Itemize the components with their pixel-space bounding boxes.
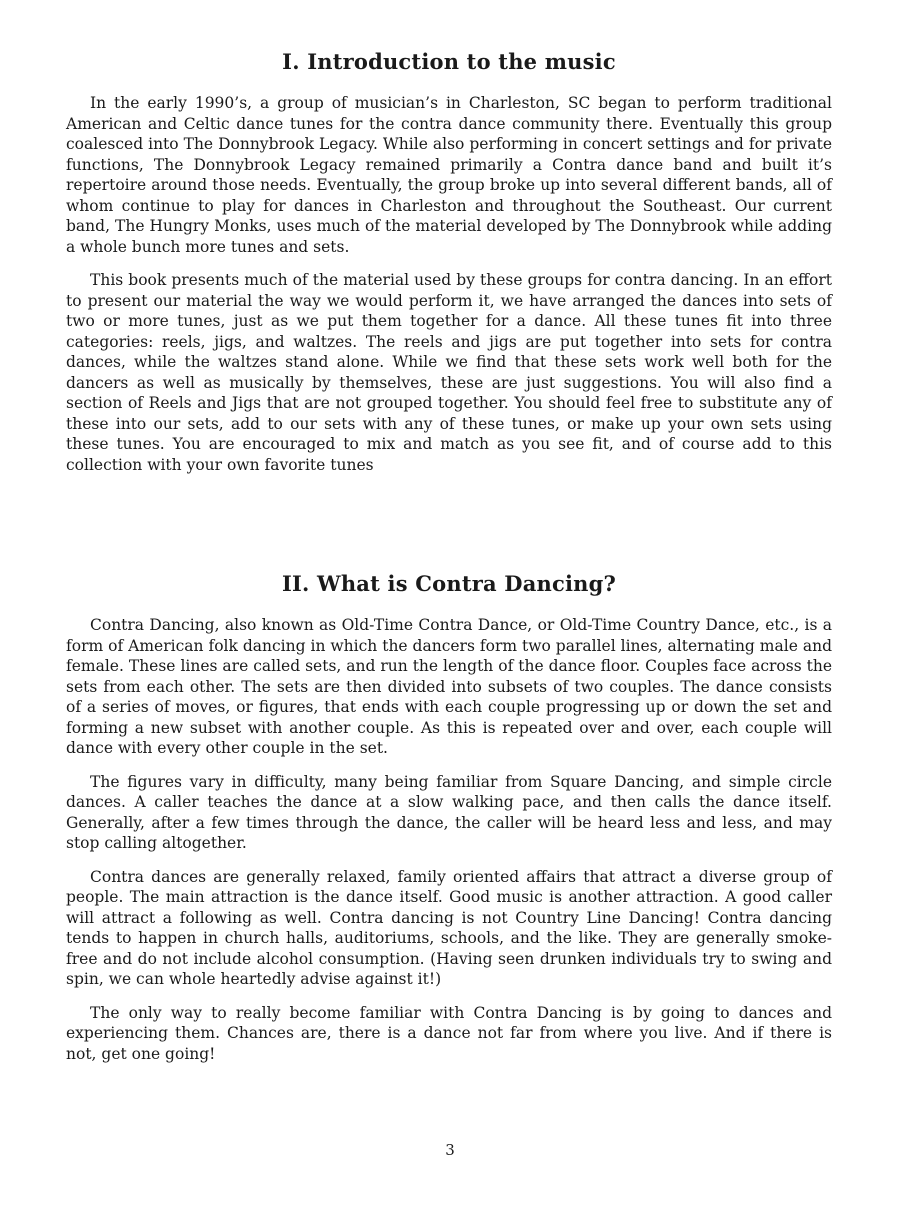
body-paragraph: Contra Dancing, also known as Old-Time Contra Dance, or Old-Time Country Dance, etc., is a form of American folk dancing in which the dancers form two parallel lines, alternating male and female. These lines are called sets, and run the length of the dance floor. Couples face across the sets from each other. The sets are then divided into subsets of two couples. The dance consists of a series of moves, or figures, that ends with each couple progressing up or down the set and forming a new subset with another couple. As this is repeated over and over, each couple will dance with every other couple in the set. (66, 616, 832, 757)
page-number: 3 (445, 1141, 455, 1159)
body-paragraph: This book presents much of the material used by these groups for contra dancing. In an effort to present our material the way we would perform it, we have arranged the dances into sets of two or more tunes, just as we put them together for a dance. All these tunes fit into three categories: reels, jigs, and waltzes. The reels and jigs are put together into sets for contra dances, while the waltzes stand alone. While we find that these sets work well both for the dancers as well as musically by themselves, these are just suggestions. You will also find a section of Reels and Jigs that are not grouped together. You should feel free to substitute any of these into our sets, add to our sets with any of these tunes, or make up your own sets using these tunes. You are encouraged to mix and match as you see fit, and of course add to this collection with your own favorite tunes (66, 271, 832, 474)
body-paragraph: The only way to really become familiar with Contra Dancing is by going to dances and experiencing them. Chances are, there is a dance not far from where you live. And if there is not, get one going! (66, 1003, 832, 1063)
section-heading-contra-dancing: II. What is Contra Dancing? (281, 571, 617, 596)
section-contra-dancing (66, 570, 832, 1077)
section-introduction (66, 48, 832, 488)
body-paragraph: In the early 1990’s, a group of musician’s in Charleston, SC began to perform traditional American and Celtic dance tunes for the contra dance community there. Eventually this group coalesced into The Donnybrook Legacy. While also performing in concert settings and for private functions, The Donnybrook Legacy remained primarily a Contra dance band and built it’s repertoire around those needs. Eventually, the group broke up into several different bands, all of whom continue to play for dances in Charleston and throughout the Southeast. Our current band, The Hungry Monks, uses much of the material developed by The Donnybrook while adding a whole bunch more tunes and sets. (66, 94, 832, 256)
section-heading-introduction: I. Introduction to the music (282, 49, 616, 74)
body-paragraph: Contra dances are generally relaxed, family oriented affairs that attract a diverse group of people. The main attraction is the dance itself. Good music is another attraction. A good caller will attract a following as well. Contra dancing is not Country Line Dancing! Contra dancing tends to happen in church halls, auditoriums, schools, and the like. They are generally smoke-free and do not include alcohol consumption. (Having seen drunken individuals try to swing and spin, we can whole heartedly advise against it!) (66, 867, 832, 988)
body-paragraph: The figures vary in difficulty, many being familiar from Square Dancing, and simple circle dances. A caller teaches the dance at a slow walking pace, and then calls the dance itself. Generally, after a few times through the dance, the caller will be heard less and less, and may stop calling altogether. (66, 772, 832, 852)
